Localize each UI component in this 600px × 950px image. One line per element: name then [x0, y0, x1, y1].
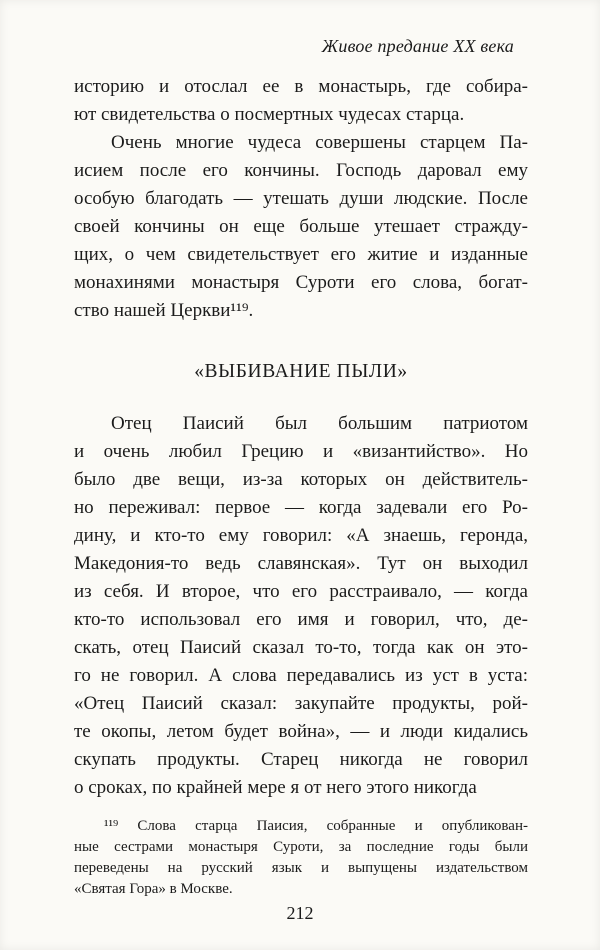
running-head: Живое предание XX века — [321, 36, 514, 56]
text-line: Отец Паисий был большим патриотом — [111, 413, 528, 434]
text-line: переведены на русский язык и выпущены издательством — [74, 860, 528, 876]
text-line: о сроках, по крайней мере я от него этого никогда — [74, 777, 477, 798]
paragraph-miracles — [74, 129, 528, 325]
text-line: кто-то использовал его имя и говорил, что, де- — [74, 609, 528, 630]
text-line: монахинями монастыря Суроти его слова, богат- — [74, 272, 528, 293]
text-line: «Святая Гора» в Москве. — [74, 881, 233, 897]
text-line: «Отец Паисий сказал: закупайте продукты, рой- — [74, 693, 528, 714]
text-line: историю и отослал ее в монастырь, где собира- — [74, 76, 528, 97]
text-line: своей кончины он еще больше утешает стражду- — [74, 216, 528, 237]
text-line: дину, и кто-то ему говорил: «А знаешь, геронда, — [74, 525, 528, 546]
text-line: скать, отец Паисий сказал то-то, тогда как он это- — [74, 637, 528, 658]
text-line: го не говорил. А слова передавались из уст в уста: — [74, 665, 528, 686]
text-line: ¹¹⁹ Слова старца Паисия, собранные и опубликован- — [104, 818, 528, 834]
footnote — [74, 816, 528, 900]
text-line: но переживал: первое — когда задевали его Ро- — [74, 497, 528, 518]
paragraph-patriot — [74, 410, 528, 802]
text-line: те окопы, летом будет война», — и люди кидались — [74, 721, 528, 742]
text-line: ство нашей Церкви¹¹⁹. — [74, 300, 254, 321]
section-heading: «ВЫБИВАНИЕ ПЫЛИ» — [194, 361, 408, 382]
text-line: исием после его кончины. Господь даровал ему — [74, 160, 528, 181]
text-line: щих, о чем свидетельствует его житие и изданные — [74, 244, 528, 265]
text-line: скупать продукты. Старец никогда не говорил — [74, 749, 528, 770]
text-line: было две вещи, из-за которых он действитель- — [74, 469, 528, 490]
text-line: ют свидетельства о посмертных чудесах старца. — [74, 104, 465, 125]
text-line: Очень многие чудеса совершены старцем Па- — [111, 132, 528, 153]
text-line: и очень любил Грецию и «византийство». Но — [74, 441, 528, 462]
text-line: ные сестрами монастыря Суроти, за последние годы были — [74, 839, 528, 855]
text-line: Македония-то ведь славянская». Тут он выходил — [74, 553, 528, 574]
text-line: из себя. И второе, что его расстраивало, — когда — [74, 581, 528, 602]
paragraph-continuation — [74, 73, 528, 129]
page-number: 212 — [286, 903, 314, 923]
text-line: особую благодать — утешать души людские. После — [74, 188, 528, 209]
